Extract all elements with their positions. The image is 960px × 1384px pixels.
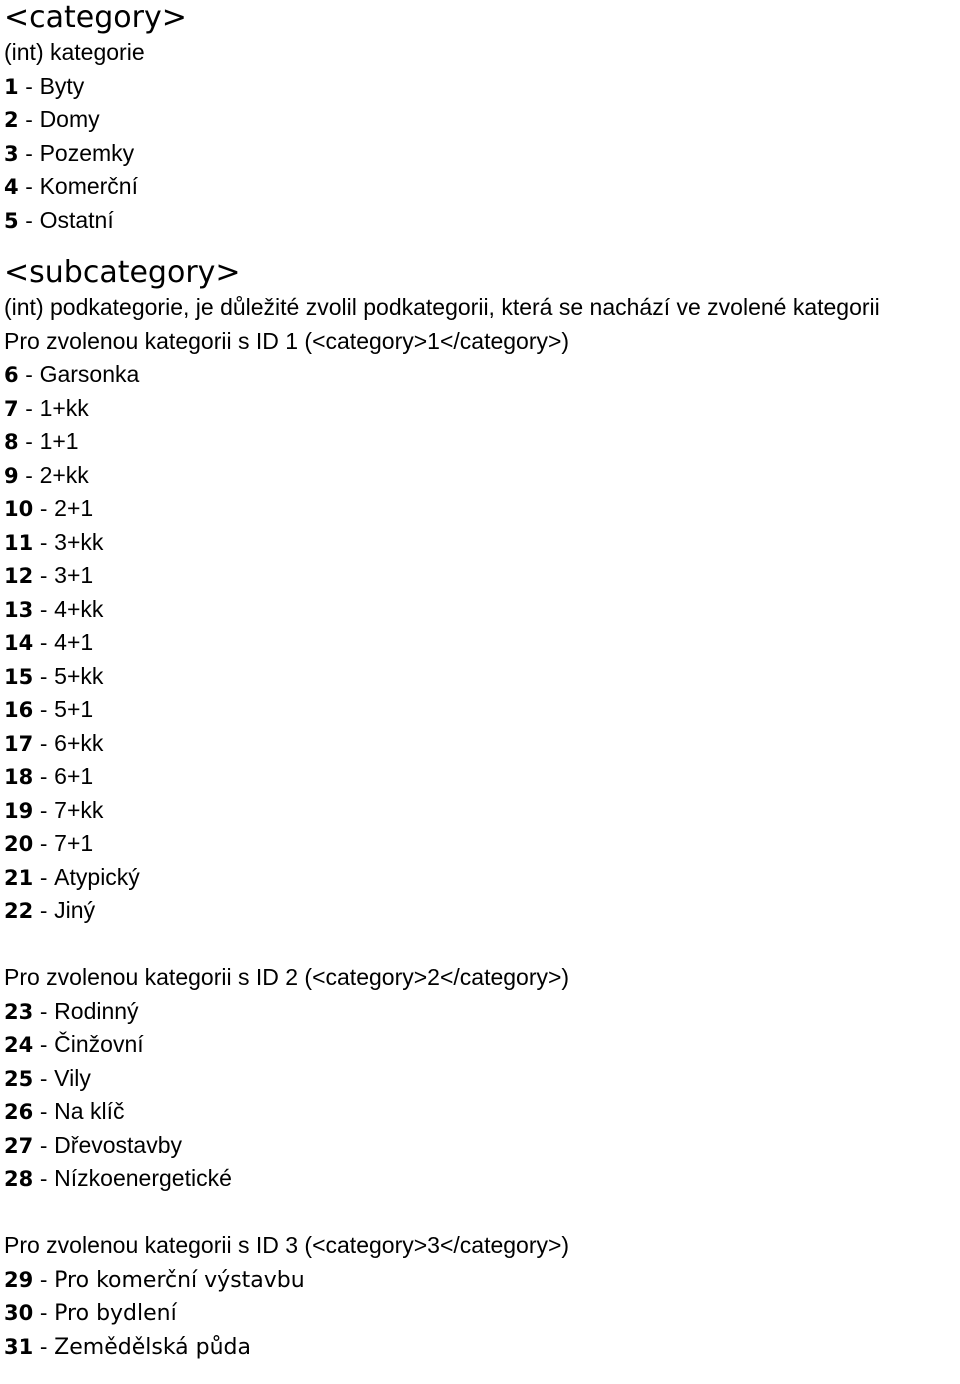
item-separator: - (33, 530, 55, 555)
category-section (4, 0, 956, 237)
item-separator: - (33, 497, 55, 521)
group-title: Pro zvolenou kategorii s ID 2 (<category>2</category>) (4, 964, 570, 990)
item-id: 11 (4, 530, 34, 555)
item-label: 5+kk (54, 662, 104, 689)
item-separator: - (33, 1066, 55, 1091)
item-separator: - (33, 1267, 55, 1292)
item-separator: - (33, 664, 55, 689)
item-label: Rodinný (54, 997, 139, 1024)
item-id: 17 (4, 731, 34, 756)
item-label: 4+kk (54, 595, 104, 622)
item-id: 5 (4, 208, 19, 233)
item-label: 3+kk (54, 528, 104, 555)
item-separator: - (33, 1033, 55, 1057)
item-id: 15 (4, 664, 34, 689)
item-separator: - (33, 832, 55, 856)
item-separator: - (33, 698, 55, 722)
subcategory-list-2 (4, 995, 956, 1196)
list-item (4, 626, 956, 660)
item-label: 3+1 (54, 562, 94, 588)
item-separator: - (18, 108, 40, 132)
item-separator: - (18, 396, 40, 421)
item-separator: - (33, 798, 55, 823)
subcategory-group-2 (4, 961, 956, 1196)
item-id: 19 (4, 798, 34, 823)
item-id: 2 (4, 108, 19, 132)
item-label: Pro komerční výstavbu (54, 1267, 305, 1293)
list-item (4, 1330, 956, 1364)
item-separator: - (18, 175, 40, 199)
list-item (4, 492, 956, 526)
list-item (4, 1062, 956, 1096)
item-id: 25 (4, 1066, 34, 1091)
list-item (4, 204, 956, 238)
subcategory-list-1 (4, 358, 956, 928)
item-separator: - (33, 1334, 55, 1359)
list-item (4, 137, 956, 171)
list-item (4, 1296, 956, 1330)
item-separator: - (33, 1167, 55, 1191)
item-id: 26 (4, 1100, 34, 1124)
item-label: 7+1 (54, 830, 94, 856)
list-item (4, 861, 956, 895)
list-item (4, 358, 956, 392)
item-label: Pro bydlení (54, 1301, 177, 1326)
group-title: Pro zvolenou kategorii s ID 1 (<category>1</category>) (4, 327, 570, 354)
item-separator: - (33, 597, 55, 622)
item-id: 30 (4, 1301, 34, 1325)
subcategory-group-1 (4, 325, 956, 928)
list-item (4, 894, 956, 928)
list-item (4, 593, 956, 627)
item-separator: - (33, 564, 55, 588)
item-label: 7+kk (54, 796, 104, 823)
item-separator: - (33, 999, 55, 1024)
item-id: 28 (4, 1167, 34, 1191)
item-label: Garsonka (39, 361, 140, 387)
item-id: 18 (4, 765, 34, 789)
item-label: 6+kk (54, 729, 104, 756)
list-item (4, 1095, 956, 1129)
list-item (4, 70, 956, 104)
item-label: 2+kk (39, 461, 89, 488)
item-separator: - (18, 141, 40, 166)
group-title: Pro zvolenou kategorii s ID 3 (<category>3</category>) (4, 1232, 570, 1258)
list-item (4, 526, 956, 560)
item-label: Na klíč (54, 1098, 125, 1124)
item-separator: - (33, 765, 55, 789)
item-label: 2+1 (54, 495, 94, 521)
item-separator: - (33, 1301, 55, 1325)
list-item (4, 1263, 956, 1297)
item-label: Komerční (39, 173, 138, 199)
item-separator: - (33, 865, 55, 890)
item-separator: - (18, 363, 40, 387)
item-id: 10 (4, 497, 34, 521)
item-id: 13 (4, 597, 34, 622)
group-spacer (4, 928, 956, 962)
item-separator: - (18, 463, 40, 488)
list-item (4, 103, 956, 137)
list-item (4, 1028, 956, 1062)
item-separator: - (18, 430, 40, 454)
item-label: 6+1 (54, 763, 94, 789)
item-id: 27 (4, 1133, 34, 1158)
item-label: Domy (39, 106, 100, 132)
category-description: (int) kategorie (4, 39, 145, 65)
list-item (4, 794, 956, 828)
item-label: Byty (39, 72, 85, 99)
item-id: 16 (4, 698, 34, 722)
item-id: 31 (4, 1334, 34, 1359)
item-label: 1+1 (39, 428, 79, 454)
list-item (4, 660, 956, 694)
item-id: 24 (4, 1033, 34, 1057)
item-separator: - (33, 731, 55, 756)
subcategory-group-3 (4, 1229, 956, 1363)
item-id: 21 (4, 865, 34, 890)
item-id: 22 (4, 899, 34, 923)
item-label: 5+1 (54, 696, 94, 722)
item-separator: - (33, 1100, 55, 1124)
list-item (4, 392, 956, 426)
item-id: 29 (4, 1267, 34, 1292)
item-label: Pozemky (39, 139, 135, 166)
group-spacer (4, 1196, 956, 1230)
subcategory-section (4, 255, 956, 1363)
item-id: 7 (4, 396, 19, 421)
subcategory-list-3 (4, 1263, 956, 1364)
item-id: 20 (4, 832, 34, 856)
item-label: Ostatní (39, 206, 114, 233)
item-label: Jiný (54, 897, 96, 923)
category-list (4, 70, 956, 238)
document (4, 0, 956, 1363)
item-id: 8 (4, 430, 19, 454)
subcategory-heading: <subcategory> (4, 255, 241, 290)
item-separator: - (33, 899, 55, 923)
item-id: 4 (4, 175, 19, 199)
item-id: 9 (4, 463, 19, 488)
item-id: 3 (4, 141, 19, 166)
item-label: Atypický (54, 863, 140, 890)
list-item (4, 827, 956, 861)
list-item (4, 170, 956, 204)
item-label: Nízkoenergetické (54, 1165, 232, 1191)
item-label: Dřevostavby (54, 1131, 182, 1158)
list-item (4, 760, 956, 794)
subcategory-description: (int) podkategorie, je důležité zvolil podkategorii, která se nachází ve zvolené kategorii (4, 294, 880, 320)
item-id: 23 (4, 999, 34, 1024)
item-label: 4+1 (54, 629, 94, 655)
item-label: 1+kk (39, 394, 89, 421)
list-item (4, 1129, 956, 1163)
list-item (4, 559, 956, 593)
item-id: 14 (4, 631, 34, 655)
item-id: 1 (4, 74, 19, 99)
list-item (4, 693, 956, 727)
item-id: 12 (4, 564, 34, 588)
item-separator: - (18, 208, 40, 233)
list-item (4, 425, 956, 459)
list-item (4, 1162, 956, 1196)
category-heading: <category> (4, 0, 187, 35)
item-separator: - (33, 631, 55, 655)
list-item (4, 995, 956, 1029)
list-item (4, 459, 956, 493)
item-label: Činžovní (54, 1031, 144, 1057)
list-item (4, 727, 956, 761)
item-label: Zemědělská půda (54, 1334, 252, 1360)
item-id: 6 (4, 363, 19, 387)
item-separator: - (33, 1133, 55, 1158)
item-label: Vily (54, 1064, 91, 1091)
item-separator: - (18, 74, 40, 99)
